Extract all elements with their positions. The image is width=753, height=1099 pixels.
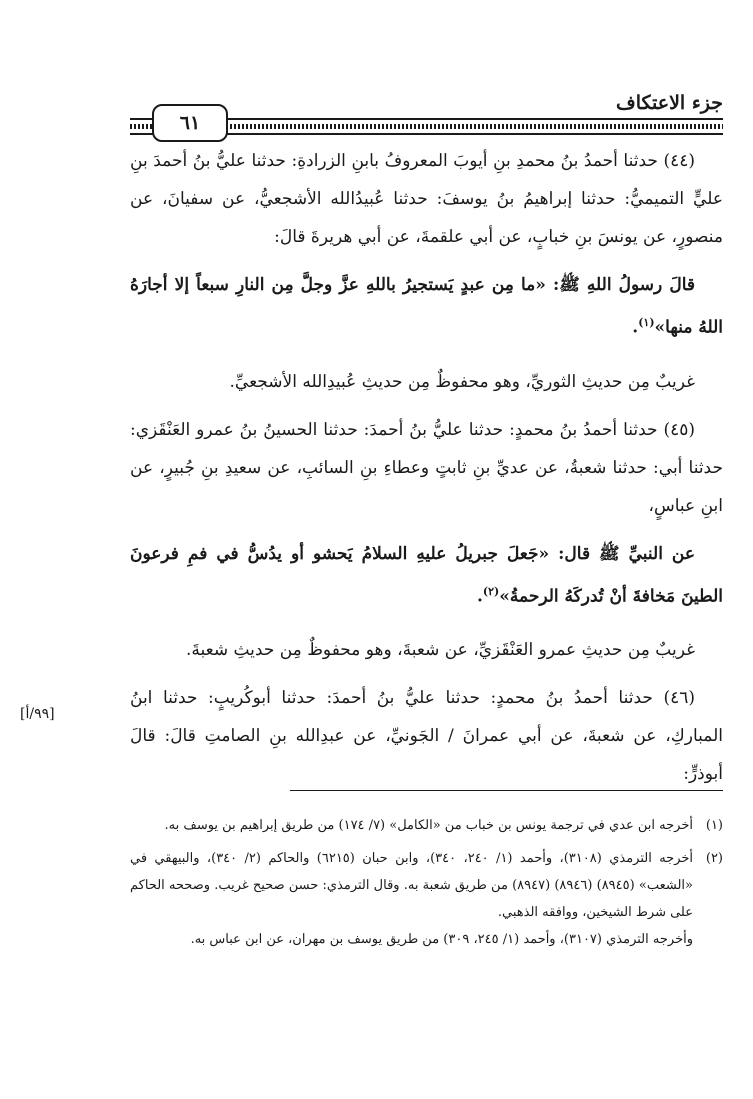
footnote-text: أخرجه الترمذي (٣١٠٨)، وأحمد (١/ ٢٤٠، ٣٤٠)، وابن حبان (٦٢١٥) والحاكم (٢/ ٣٤٠)، والبيهقي في «الشعب» (٨٩٤٥) (٨٩٤٦) (٨٩٤٧) من طريق شعبة به. وقال الترمذي: حسن صحيح غريب. وصححه الحاكم على شرط الشيخين، ووافقه الذهبي. (130, 851, 694, 920)
footnote-number: (٢) (705, 851, 723, 866)
hadith-44-matn: قالَ رسولُ اللهِ ﷺ: «ما مِن عبدٍ يَستجيرُ باللهِ عزَّ وجلَّ مِن النارِ سبعاً إلا أجارَهُ اللهُ منها» (130, 275, 723, 338)
footnote-ref-2: (٢) (482, 584, 500, 598)
footnote-text: أخرجه ابن عدي في ترجمة يونس بن خباب من «الكامل» (٧/ ١٧٤) من طريق إبراهيم بن يوسف به. (164, 818, 693, 833)
footnote-number: (١) (705, 818, 723, 833)
hadith-45-comment: غريبٌ مِن حديثِ عمرو العَنْقَزيِّ، عن شعبةَ، وهو محفوظٌ مِن حديثِ شعبةَ. (185, 640, 695, 661)
footnote (130, 845, 723, 953)
hadith-44-chain: (٤٤) حدثنا أحمدُ بنُ محمدِ بنِ أيوبَ المعروفُ بابنِ الزرادةِ: حدثنا عليُّ بنُ أحمدَ بنِ عليٍّ التميميُّ: حدثنا إبراهيمُ بنُ يوسفَ: حدثنا عُبيدُالله الأشجعيُّ، عن سفيانَ، عن منصورٍ، عن يونسَ بنِ خبابٍ، عن أبي علقمةَ، عن أبي هريرةَ قالَ: (130, 151, 723, 247)
hadith-44-text: قالَ رسولُ اللهِ ﷺ: «ما مِن عبدٍ يَستجيرُ باللهِ عزَّ وجلَّ مِن النارِ سبعاً إلا أجارَهُ اللهُ منها»$^{(١)}$. (130, 275, 723, 338)
page-number: ٦١ (152, 104, 228, 142)
footnotes (130, 812, 723, 959)
main-text (130, 142, 723, 803)
footnote-text: وأخرجه الترمذي (٣١٠٧)، وأحمد (١/ ٢٤٥، ٣٠٩) من طريق يوسف بن مهران، عن ابن عباس به. (190, 932, 693, 947)
hadith-45-chain: (٤٥) حدثنا أحمدُ بنُ محمدٍ: حدثنا عليُّ بنُ أحمدَ: حدثنا الحسينُ بنُ عمرو العَنْقَزي: حدثنا أبي: حدثنا شعبةُ، عن عديِّ بنِ ثابتٍ وعطاءِ بنِ السائبِ، عن سعيدِ بنِ جُبيرٍ، عن ابنِ عباسٍ، (130, 419, 723, 516)
footnote (130, 812, 723, 839)
footnote-separator (290, 790, 723, 791)
footnote-ref-1: (١) (638, 316, 655, 329)
hadith-44-comment: غريبٌ مِن حديثِ الثوريِّ، وهو محفوظٌ مِن حديثِ عُبيدِالله الأشجعيِّ. (229, 371, 695, 392)
running-header-title: جزء الاعتكاف (616, 92, 723, 114)
hadith-45-text: عن النبيِّ ﷺ قال: «جَعلَ جبريلُ عليهِ السلامُ يَحشو أو يدُسُّ في فمِ فرعونَ الطينَ مَخافةَ أنْ تُدركَهُ الرحمةُ»$^{(٢)}$. (130, 543, 723, 607)
hadith-46-chain: (٤٦) حدثنا أحمدُ بنُ محمدٍ: حدثنا عليُّ بنُ أحمدَ: حدثنا أبوكُريبٍ: حدثنا ابنُ المباركِ، عن شعبةَ، عن أبي عمرانَ / الجَونيِّ، عن عبدِالله بنِ الصامتِ قالَ: قالَ أبوذرٍّ: (130, 688, 723, 785)
hadith-45-matn: عن النبيِّ ﷺ قال: «جَعلَ جبريلُ عليهِ السلامُ يَحشو أو يدُسُّ في فمِ فرعونَ الطينَ مَخافةَ أنْ تُدركَهُ الرحمةُ» (130, 543, 723, 607)
manuscript-folio-ref: [٩٩/أ] (20, 706, 55, 722)
